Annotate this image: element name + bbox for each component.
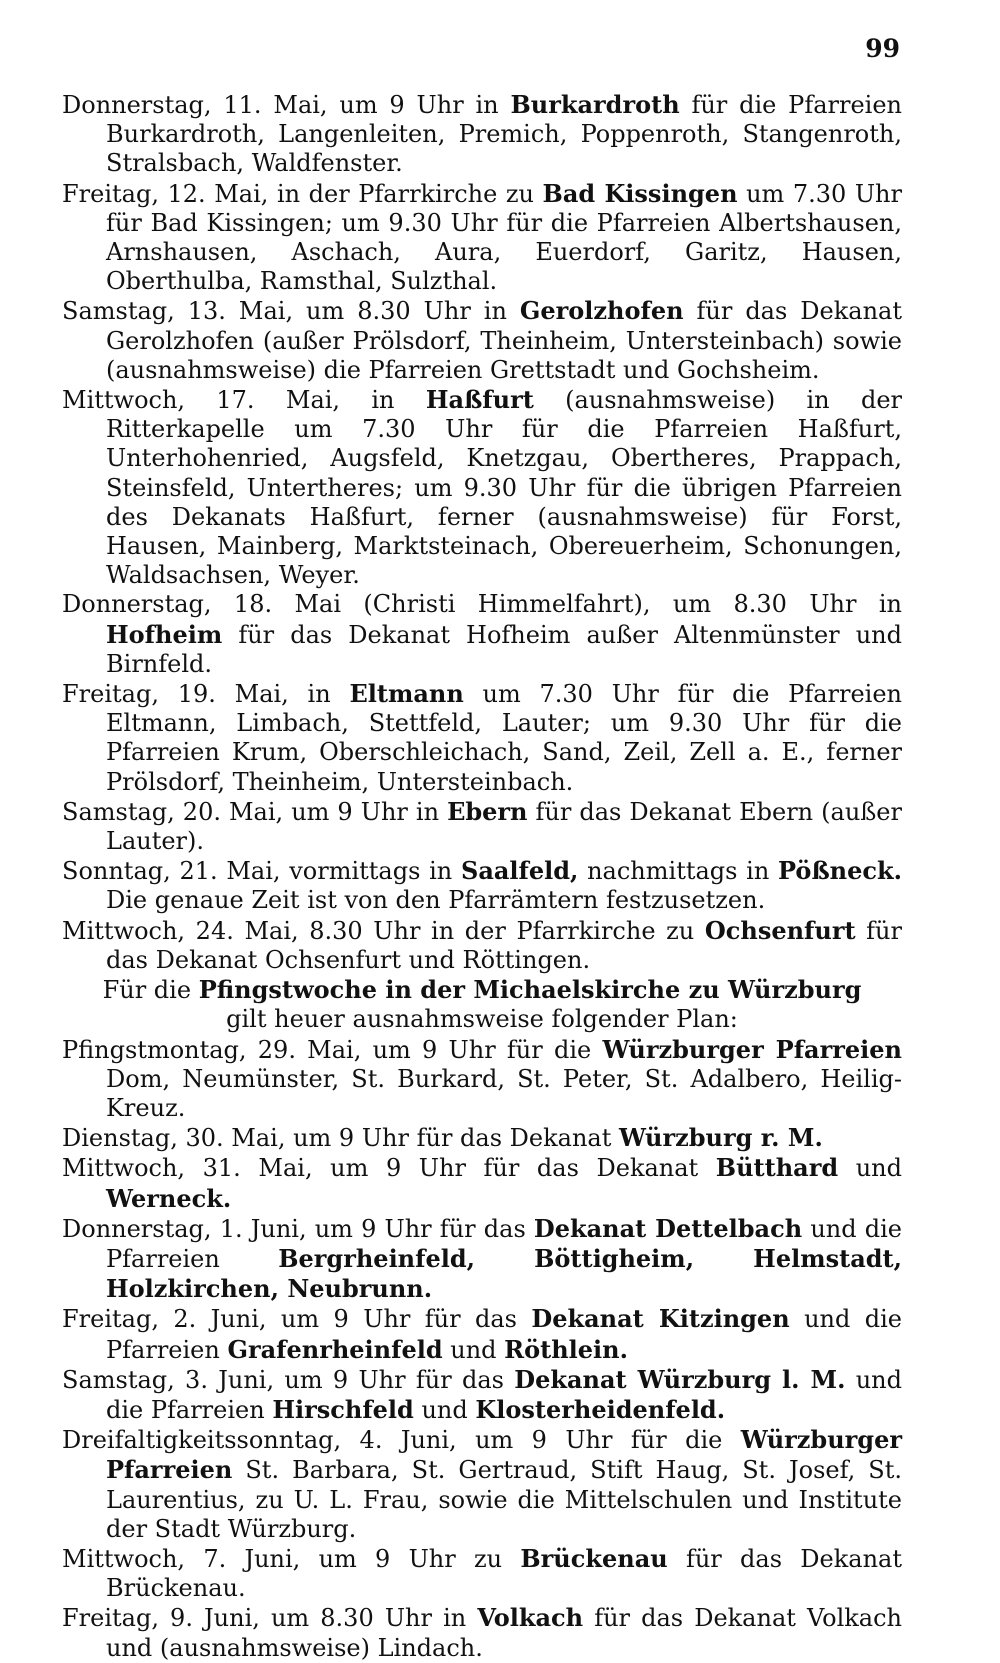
place-name: Bad Kissingen <box>542 178 738 208</box>
schedule-entry <box>62 90 902 179</box>
schedule-entry <box>62 916 902 975</box>
schedule-entry <box>62 1304 902 1364</box>
entry-text: Samstag, 20. Mai, um 9 Uhr in <box>62 797 448 826</box>
entry-text: Samstag, 13. Mai, um 8.30 Uhr in <box>62 297 520 326</box>
place-name: Bergrheinfeld, Böttigheim, Helmstadt, Holzkirchen, Neubrunn. <box>106 1243 902 1304</box>
entry-text: St. Barbara, St. Gertraud, Stift Haug, St. Josef, St. Laurentius, zu U. L. Frau, sowie die Mittelschulen und Institute der Stadt Würzburg. <box>106 1456 902 1543</box>
place-name: Bütthard <box>715 1153 839 1183</box>
entry-text: Mittwoch, 24. Mai, 8.30 Uhr in der Pfarrkirche zu <box>62 916 705 945</box>
entry-text: um 7.30 Uhr für Bad Kissingen; um 9.30 Uhr für die Pfarreien Albertshausen, Arnshausen, Aschach, Aura, Euerdorf, Garitz, Hausen, Oberthulba, Ramsthal, Sulzthal. <box>106 179 902 296</box>
entry-text: (ausnahmsweise) in der Ritterkapelle um 7.30 Uhr für die Pfarreien Haßfurt, Unterhohenried, Augsfeld, Knetzgau, Obertheres, Prappach, Steinsfeld, Untertheres; um 9.30 Uhr für die übrigen Pfarreien des Dekanats Haßfurt, ferner (ausnahmsweise) für Forst, Hausen, Mainberg, Marktsteinach, Obereuerheim, Schonungen, Waldsachsen, Weyer. <box>106 386 903 590</box>
schedule-entry <box>62 1123 902 1153</box>
entry-text: Freitag, 9. Juni, um 8.30 Uhr in <box>62 1604 478 1633</box>
place-name: Burkardroth <box>510 90 680 119</box>
section-heading <box>62 975 902 1034</box>
schedule-list-bottom <box>62 1035 902 1663</box>
page-number: 99 <box>865 34 900 63</box>
entry-text: Freitag, 2. Juni, um 9 Uhr für das <box>62 1305 532 1334</box>
place-name: Ebern <box>447 796 528 826</box>
entry-text: Dom, Neumünster, St. Burkard, St. Peter, St. Adalbero, Heilig-Kreuz. <box>106 1064 902 1122</box>
place-name: Brückenau <box>520 1543 668 1573</box>
heading-bold: Pfingstwoche in der Michaelskirche zu Würzburg <box>198 975 862 1005</box>
heading-prefix: Für die <box>102 976 199 1005</box>
schedule-entry <box>62 385 902 590</box>
schedule-entry <box>62 856 902 915</box>
schedule-entry <box>62 1603 902 1662</box>
place-name: Gerolzhofen <box>519 296 684 326</box>
entry-text: und die Pfarreien <box>106 1365 903 1424</box>
entry-text: Donnerstag, 11. Mai, um 9 Uhr in <box>62 91 511 119</box>
place-name: Pößneck. <box>778 856 902 886</box>
entry-text: Dreifaltigkeitssonntag, 4. Juni, um 9 Uhr für die <box>62 1426 741 1455</box>
place-name: Würzburger Pfarreien <box>602 1034 902 1064</box>
place-name: Grafenrheinfeld <box>227 1334 443 1364</box>
schedule-entry <box>62 296 902 385</box>
entry-text: für das Dekanat Ochsenfurt und Röttingen. <box>106 916 902 974</box>
entry-text: Dienstag, 30. Mai, um 9 Uhr für das Dekanat <box>62 1124 620 1153</box>
entry-text: Pfingstmontag, 29. Mai, um 9 Uhr für die <box>62 1035 603 1064</box>
entry-text: Freitag, 12. Mai, in der Pfarrkirche zu <box>62 179 543 208</box>
entry-text: Donnerstag, 1. Juni, um 9 Uhr für das <box>62 1214 534 1243</box>
entry-text: für die Pfarreien Burkardroth, Langenleiten, Premich, Poppenroth, Stangenroth, Stralsbach, Waldfenster. <box>106 91 903 178</box>
place-name: Röthlein. <box>504 1334 628 1364</box>
place-name: Würzburg r. M. <box>619 1123 823 1153</box>
schedule-entry <box>62 1365 902 1425</box>
place-name: Würzburger Pfarreien <box>106 1425 902 1485</box>
entry-text: Mittwoch, 31. Mai, um 9 Uhr für das Dekanat <box>62 1154 716 1183</box>
entry-text: Mittwoch, 7. Juni, um 9 Uhr zu <box>62 1544 521 1573</box>
schedule-entry <box>62 679 902 797</box>
place-name: Klosterheidenfeld. <box>475 1394 726 1424</box>
place-name: Dekanat Kitzingen <box>531 1304 790 1334</box>
entry-text: für das Dekanat Volkach und (ausnahmsweise) Lindach. <box>106 1604 903 1662</box>
page-content <box>62 90 902 1663</box>
entry-text: Mittwoch, 17. Mai, in <box>62 386 426 415</box>
entry-text: und <box>838 1154 902 1183</box>
entry-text: um 7.30 Uhr für die Pfarreien Eltmann, Limbach, Stettfeld, Lauter; um 9.30 Uhr für die Pfarreien Krum, Oberschleichach, Sand, Zeil, Zell a. E., ferner Prölsdorf, Theinheim, Untersteinbach. <box>106 680 902 796</box>
entry-text: für das Dekanat Gerolzhofen (außer Prölsdorf, Theinheim, Untersteinbach) sowie (ausnahmsweise) die Pfarreien Grettstadt und Gochsheim. <box>106 297 902 384</box>
place-name: Dekanat Dettelbach <box>533 1213 803 1243</box>
entry-text: Die genaue Zeit ist von den Pfarrämtern festzusetzen. <box>106 886 766 915</box>
heading-line2: gilt heuer ausnahmsweise folgender Plan: <box>226 1005 738 1034</box>
entry-text: und <box>442 1335 505 1364</box>
schedule-entry <box>62 1035 902 1124</box>
entry-text: Sonntag, 21. Mai, vormittags in <box>62 857 461 886</box>
schedule-entry <box>62 1544 902 1603</box>
entry-text: und die Pfarreien <box>106 1305 902 1364</box>
place-name: Volkach <box>477 1603 584 1633</box>
entry-text: und <box>413 1395 476 1424</box>
schedule-entry <box>62 1153 902 1213</box>
place-name: Hirschfeld <box>272 1394 414 1424</box>
entry-text: für das Dekanat Ebern (außer Lauter). <box>106 797 902 856</box>
place-name: Werneck. <box>106 1183 232 1213</box>
schedule-entry <box>62 1425 902 1544</box>
place-name: Dekanat Würzburg l. M. <box>514 1364 846 1394</box>
schedule-entry <box>62 1214 902 1305</box>
place-name: Ochsenfurt <box>704 915 856 945</box>
place-name: Haßfurt <box>425 385 534 415</box>
place-name: Saalfeld, <box>460 856 579 886</box>
entry-text: Donnerstag, 18. Mai (Christi Himmelfahrt), um 8.30 Uhr in <box>62 590 902 619</box>
entry-text: für das Dekanat Hofheim außer Altenmünster und Birnfeld. <box>106 620 902 678</box>
place-name: Hofheim <box>106 619 223 649</box>
schedule-entry <box>62 797 902 856</box>
entry-text: Samstag, 3. Juni, um 9 Uhr für das <box>62 1365 515 1394</box>
entry-text: für das Dekanat Brückenau. <box>106 1544 902 1603</box>
entry-text: nachmittags in <box>578 857 779 886</box>
schedule-entry <box>62 179 902 297</box>
place-name: Eltmann <box>349 679 464 709</box>
entry-text: und die Pfarreien <box>106 1214 902 1273</box>
schedule-list-top <box>62 90 902 975</box>
schedule-entry <box>62 590 902 679</box>
entry-text: Freitag, 19. Mai, in <box>62 680 350 709</box>
